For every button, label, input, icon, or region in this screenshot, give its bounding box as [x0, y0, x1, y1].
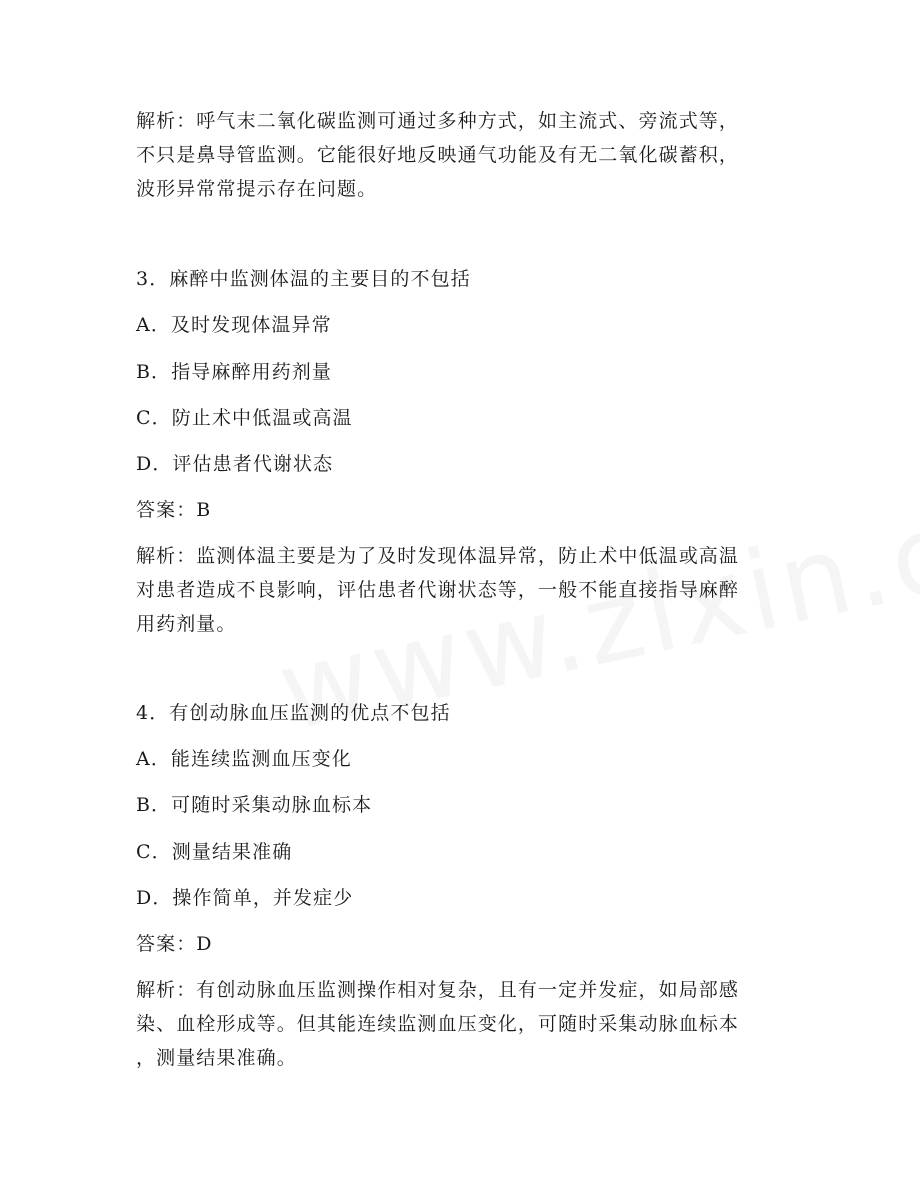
- q3-analysis-line: 用药剂量。: [136, 613, 237, 635]
- q4-question: 4．有创动脉血压监测的优点不包括: [136, 702, 451, 724]
- q3-option-c: C．防止术中低温或高温: [136, 407, 353, 429]
- q4-option-a: A．能连续监测血压变化: [136, 748, 352, 770]
- q4-analysis-line: ，测量结果准确。: [136, 1047, 297, 1069]
- q2-analysis: [136, 104, 786, 206]
- q4-analysis-line: 染、血栓形成等。但其能连续监测血压变化，可随时采集动脉血标本: [136, 1013, 740, 1035]
- q2-analysis-line: 波形异常常提示存在问题。: [136, 178, 378, 200]
- q4-analysis: [136, 973, 786, 1075]
- q3-analysis: [136, 539, 786, 641]
- q3-option-d: D．评估患者代谢状态: [136, 453, 334, 475]
- q2-analysis-line: 解析：呼气末二氧化碳监测可通过多种方式，如主流式、旁流式等，: [136, 110, 740, 132]
- q4-analysis-line: 解析：有创动脉血压监测操作相对复杂，且有一定并发症，如局部感: [136, 979, 740, 1001]
- q4-option-d: D．操作简单，并发症少: [136, 887, 354, 909]
- q4-option-b: B．可随时采集动脉血标本: [136, 794, 373, 816]
- q3-question: 3．麻醉中监测体温的主要目的不包括: [136, 268, 471, 290]
- q4-option-c: C．测量结果准确: [136, 841, 293, 863]
- q4-answer: 答案：D: [136, 933, 213, 955]
- q3-option-a: A．及时发现体温异常: [136, 314, 332, 336]
- q3-analysis-line: 对患者造成不良影响，评估患者代谢状态等，一般不能直接指导麻醉: [136, 579, 740, 601]
- q3-answer: 答案：B: [136, 499, 212, 521]
- q2-analysis-line: 不只是鼻导管监测。它能很好地反映通气功能及有无二氧化碳蓄积，: [136, 144, 740, 166]
- q3-analysis-line: 解析：监测体温主要是为了及时发现体温异常，防止术中低温或高温: [136, 545, 740, 567]
- q3-option-b: B．指导麻醉用药剂量: [136, 361, 332, 383]
